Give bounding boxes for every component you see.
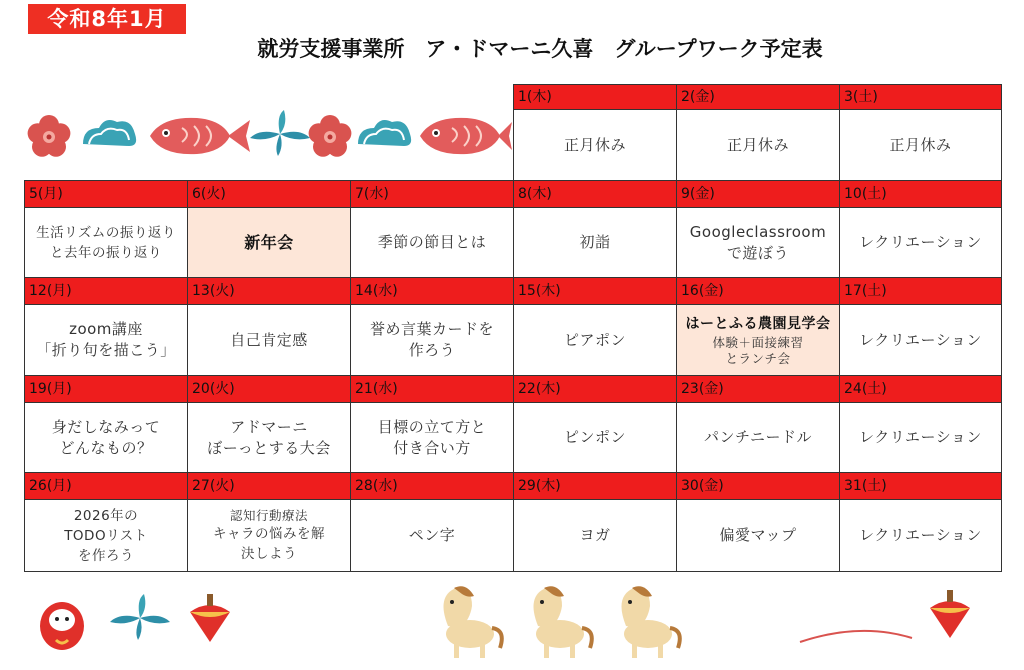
activity-line: で遊ぼう <box>726 243 789 262</box>
activity-line: 体験＋面接練習 <box>712 334 804 350</box>
activity-line: 誉め言葉カードを <box>369 320 494 338</box>
day-header: 16(金) <box>676 277 840 305</box>
activity-line: 目標の立て方と <box>377 417 487 436</box>
activity-line: 初詣 <box>579 233 611 251</box>
day-header: 6(火) <box>187 180 351 208</box>
day-header: 21(水) <box>350 375 514 403</box>
day-header: 5(月) <box>24 180 188 208</box>
day-header: 8(木) <box>513 180 677 208</box>
schedule-cell <box>187 499 351 572</box>
schedule-cell <box>513 109 677 181</box>
day-header: 29(木) <box>513 472 677 500</box>
day-header: 3(土) <box>839 84 1002 110</box>
schedule-cell <box>350 304 514 376</box>
activity-line: ヨガ <box>579 526 611 544</box>
activity-line: 生活リズムの振り返り <box>36 224 176 241</box>
activity-line: 新年会 <box>244 233 294 252</box>
day-header: 28(水) <box>350 472 514 500</box>
schedule-cell <box>839 499 1002 572</box>
schedule-cell <box>24 304 188 376</box>
horse-icon <box>534 586 592 658</box>
day-header: 17(土) <box>839 277 1002 305</box>
schedule-cell <box>676 109 840 181</box>
day-header: 2(金) <box>676 84 840 110</box>
activity-line: 身だしなみって <box>51 417 161 436</box>
activity-line: レクリエーション <box>859 428 982 446</box>
day-header: 19(月) <box>24 375 188 403</box>
schedule-grid <box>25 85 1002 572</box>
activity-line: 「折り句を描こう」 <box>36 341 176 359</box>
daruma-icon <box>40 602 84 650</box>
schedule-cell <box>187 402 351 473</box>
day-header: 13(火) <box>187 277 351 305</box>
schedule-cell <box>24 402 188 473</box>
bottom-decoration-strip <box>0 572 1024 670</box>
activity-line: パンチニードル <box>704 428 812 446</box>
schedule-cell <box>187 207 351 278</box>
schedule-cell <box>350 499 514 572</box>
activity-line: 付き合い方 <box>393 438 471 457</box>
day-header: 15(木) <box>513 277 677 305</box>
activity-line: アドマーニ <box>230 417 308 436</box>
horse-icon <box>444 586 502 658</box>
activity-line: レクリエーション <box>859 526 982 544</box>
bamboo-icon <box>110 594 170 640</box>
day-header: 23(金) <box>676 375 840 403</box>
schedule-cell <box>676 207 840 278</box>
activity-line: Googleclassroom <box>689 222 827 241</box>
activity-line: 作ろう <box>408 341 456 359</box>
day-header: 24(土) <box>839 375 1002 403</box>
day-header: 27(火) <box>187 472 351 500</box>
activity-line: ピンポン <box>563 428 626 446</box>
top-string-line <box>800 631 912 642</box>
activity-line: とランチ会 <box>725 350 791 366</box>
month-badge: 令和8年1月 <box>28 4 186 34</box>
day-header: 20(火) <box>187 375 351 403</box>
activity-line: レクリエーション <box>859 330 982 349</box>
activity-line: ピアポン <box>563 330 626 349</box>
activity-line: 自己肯定感 <box>230 330 308 349</box>
schedule-cell <box>839 207 1002 278</box>
day-header: 31(土) <box>839 472 1002 500</box>
activity-line: どんなもの？ <box>59 438 153 457</box>
activity-line: 季節の節目とは <box>377 233 487 251</box>
schedule-cell <box>350 402 514 473</box>
schedule-cell <box>513 499 677 572</box>
activity-line: 正月休み <box>563 135 626 154</box>
activity-line: キャラの悩みを解 <box>213 525 325 542</box>
day-header: 1(木) <box>513 84 677 110</box>
schedule-cell <box>839 304 1002 376</box>
day-header: 26(月) <box>24 472 188 500</box>
schedule-cell <box>839 402 1002 473</box>
schedule-cell <box>513 402 677 473</box>
activity-line: zoom講座 <box>69 320 143 338</box>
activity-line: ぼーっとする大会 <box>207 438 331 457</box>
page-title: 就労支援事業所 ア・ドマーニ久喜 グループワーク予定表 <box>257 37 823 61</box>
day-header: 30(金) <box>676 472 840 500</box>
schedule-cell <box>676 499 840 572</box>
activity-line: 2026年の <box>73 507 139 524</box>
activity-line: 正月休み <box>726 135 789 154</box>
schedule-cell <box>839 109 1002 181</box>
schedule-cell <box>513 304 677 376</box>
schedule-cell <box>513 207 677 278</box>
schedule-cell <box>187 304 351 376</box>
activity-line: 偏愛マップ <box>719 526 797 544</box>
schedule-cell <box>676 402 840 473</box>
activity-line: 正月休み <box>889 135 952 154</box>
activity-line: はーとふる農園見学会 <box>685 315 831 332</box>
activity-line: レクリエーション <box>859 233 982 251</box>
activity-line: 認知行動療法 <box>229 507 308 523</box>
horse-icon <box>622 586 680 658</box>
schedule-cell <box>676 304 840 376</box>
activity-line: 決しよう <box>241 545 297 562</box>
day-header: 10(土) <box>839 180 1002 208</box>
schedule-cell <box>350 207 514 278</box>
day-header: 12(月) <box>24 277 188 305</box>
schedule-cell <box>24 207 188 278</box>
day-header: 22(木) <box>513 375 677 403</box>
spinning-top-icon <box>930 590 970 638</box>
day-header: 14(水) <box>350 277 514 305</box>
day-header: 9(金) <box>676 180 840 208</box>
activity-line: を作ろう <box>78 547 134 564</box>
day-header: 7(水) <box>350 180 514 208</box>
activity-line: ペン字 <box>408 526 456 544</box>
activity-line: TODOリスト <box>64 527 148 544</box>
spinning-top-icon <box>190 594 230 642</box>
activity-line: と去年の振り返り <box>50 244 162 261</box>
schedule-cell <box>24 499 188 572</box>
